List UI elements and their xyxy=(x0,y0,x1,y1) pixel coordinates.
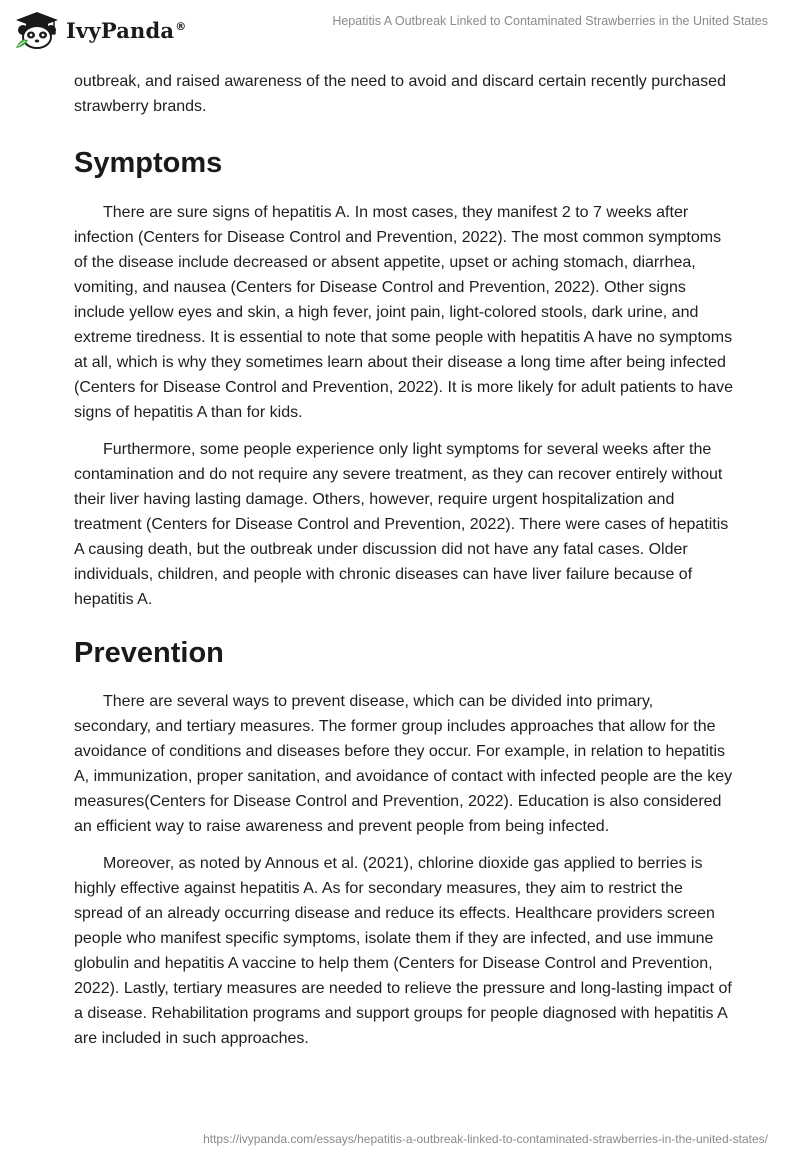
heading-prevention: Prevention xyxy=(74,637,224,669)
paragraph: There are sure signs of hepatitis A. In most cases, they manifest 2 to 7 weeks after infection (Centers for Disease Control and Prevention, 2022). The most common symptoms of the disease include decreased or absent appetite, upset or aching stomach, diarrhea, vomiting, and nausea (Centers for Disease Control and Prevention, 2022). Other signs include yellow eyes and skin, a high fever, joint pain, light-colored stools, dark urine, and extreme tiredness. It is essential to note that some people with hepatitis A have no symptoms at all, which is why they sometimes learn about their disease a long time after being infected (Centers for Disease Control and Prevention, 2022). It is more likely for adult patients to have signs of hepatitis A than for kids. xyxy=(74,204,733,421)
panda-graduate-icon xyxy=(14,10,60,50)
paragraph: Furthermore, some people experience only light symptoms for several weeks after the contamination and do not require any severe treatment, as they can recover entirely without their liver having lasting damage. Others, however, require urgent hospitalization and treatment (Centers for Disease Control and Prevention, 2022). There were cases of hepatitis A causing death, but the outbreak under discussion did not have any fatal cases. Older individuals, children, and people with chronic diseases can have liver failure because of hepatitis A. xyxy=(74,441,729,608)
heading-symptoms: Symptoms xyxy=(74,147,223,179)
ivypanda-logo[interactable] xyxy=(14,10,186,50)
page-header xyxy=(0,0,800,60)
logo-text xyxy=(66,18,186,43)
document-title: Hepatitis A Outbreak Linked to Contaminated Strawberries in the United States xyxy=(332,14,768,28)
registered-mark: ® xyxy=(175,19,187,33)
source-url[interactable]: https://ivypanda.com/essays/hepatitis-a-outbreak-linked-to-contaminated-strawberries-in-the-united-states/ xyxy=(203,1132,768,1146)
paragraph: There are several ways to prevent disease, which can be divided into primary, secondary, and tertiary measures. The former group includes approaches that allow for the avoidance of conditions and diseases before they occur. For example, in relation to hepatitis A, immunization, proper sanitation, and avoidance of contact with infected people are the key measures(Centers for Disease Control and Prevention, 2022). Education is also considered an efficient way to raise awareness and prevent people from being infected. xyxy=(74,693,733,835)
logo-name: IvyPanda xyxy=(66,17,175,43)
article-body xyxy=(74,69,734,1051)
paragraph: Moreover, as noted by Annous et al. (2021), chlorine dioxide gas applied to berries is highly effective against hepatitis A. As for secondary measures, they aim to restrict the spread of an already occurring disease and reduce its effects. Healthcare providers screen people who manifest specific symptoms, isolate them if they are infected, and use immune globulin and hepatitis A vaccine to help them (Centers for Disease Control and Prevention, 2022). Lastly, tertiary measures are needed to relieve the pressure and long-lasting impact of a disease. Rehabilitation programs and support groups for people diagnosed with hepatitis A are included in such approaches. xyxy=(74,855,732,1047)
intro-paragraph: outbreak, and raised awareness of the need to avoid and discard certain recently purchased strawberry brands. xyxy=(74,73,726,115)
